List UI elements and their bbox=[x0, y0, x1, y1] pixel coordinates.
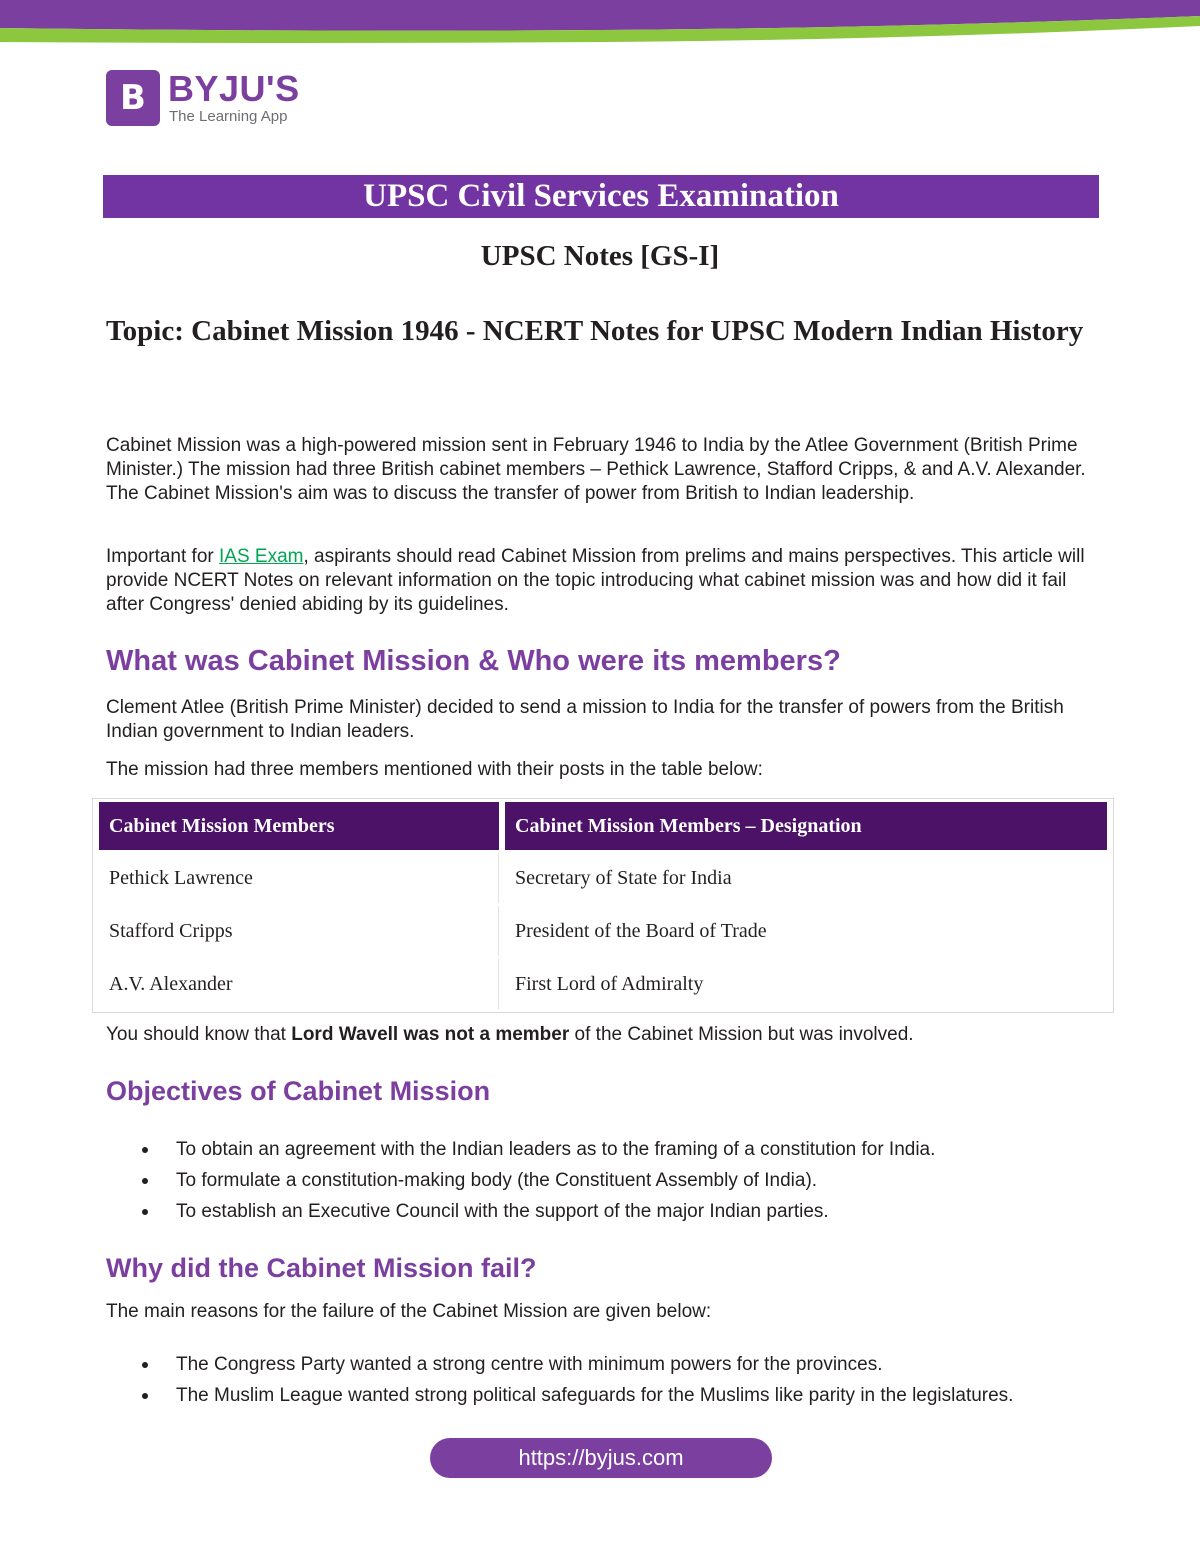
list-item-text: To formulate a constitution-making body (the Constituent Assembly of India). bbox=[176, 1170, 818, 1191]
table-cell-designation: Secretary of State for India bbox=[515, 866, 732, 889]
table-header-row bbox=[99, 802, 1107, 850]
list-item-text: To establish an Executive Council with the support of the major Indian parties. bbox=[176, 1201, 829, 1222]
table-header-members: Cabinet Mission Members bbox=[99, 802, 499, 850]
table-row bbox=[99, 959, 1107, 1009]
members-paragraph: Clement Atlee (British Prime Minister) decided to send a mission to India for the transfer of powers from the British Indian government to Indian leaders. bbox=[106, 697, 1064, 742]
table-cell-member: A.V. Alexander bbox=[99, 959, 499, 1009]
ias-exam-link[interactable]: IAS Exam bbox=[219, 546, 304, 567]
topic-heading: Topic: Cabinet Mission 1946 - NCERT Notes for UPSC Modern Indian History bbox=[106, 315, 1084, 347]
top-decorative-band bbox=[0, 0, 1200, 44]
table-cell-member: Pethick Lawrence bbox=[99, 853, 499, 903]
table-header-designation: Cabinet Mission Members – Designation bbox=[505, 802, 1107, 850]
bullet-icon bbox=[142, 1393, 148, 1399]
section-heading-members: What was Cabinet Mission & Who were its members? bbox=[106, 645, 841, 677]
logo-tagline: The Learning App bbox=[169, 108, 288, 125]
wavell-note bbox=[106, 1023, 1106, 1047]
footer-url-link[interactable]: https://byjus.com bbox=[430, 1438, 772, 1478]
table-cell-designation: President of the Board of Trade bbox=[515, 919, 767, 942]
bullet-icon bbox=[142, 1178, 148, 1184]
byjus-logo bbox=[106, 70, 316, 130]
logo-mark-letter: B bbox=[120, 78, 146, 118]
important-prefix: Important for bbox=[106, 546, 219, 567]
table-row bbox=[99, 906, 1107, 956]
bullet-icon bbox=[142, 1362, 148, 1368]
list-item-text: The Congress Party wanted a strong centre with minimum powers for the provinces. bbox=[176, 1354, 883, 1375]
list-item bbox=[106, 1349, 1106, 1380]
logo-wordmark: BYJU'S bbox=[168, 68, 300, 109]
table-row bbox=[99, 853, 1107, 903]
list-item bbox=[106, 1165, 1106, 1196]
notes-title: UPSC Notes [GS-I] bbox=[480, 240, 720, 272]
intro-paragraph: Cabinet Mission was a high-powered mission sent in February 1946 to India by the Atlee Government (British Prime Minister.) The mission had three British cabinet members – Pethick Lawrence, Stafford Cripps, & and A.V. Alexander. The Cabinet Mission's aim was to discuss the transfer of power from British to Indian leadership. bbox=[106, 435, 1086, 504]
exam-banner: UPSC Civil Services Examination bbox=[103, 175, 1099, 218]
objectives-list bbox=[106, 1134, 1106, 1227]
note-bold: Lord Wavell was not a member bbox=[291, 1024, 570, 1045]
table-intro-paragraph: The mission had three members mentioned with their posts in the table below: bbox=[106, 759, 763, 780]
list-item bbox=[106, 1196, 1106, 1227]
failure-list bbox=[106, 1349, 1106, 1411]
section-heading-objectives: Objectives of Cabinet Mission bbox=[106, 1076, 491, 1106]
list-item bbox=[106, 1134, 1106, 1165]
section-heading-failure: Why did the Cabinet Mission fail? bbox=[106, 1253, 537, 1283]
note-prefix: You should know that bbox=[106, 1024, 292, 1045]
table-cell-member: Stafford Cripps bbox=[99, 906, 499, 956]
important-paragraph bbox=[106, 545, 1106, 617]
important-rest: , aspirants should read Cabinet Mission from prelims and mains perspectives. This article will provide NCERT Notes on relevant information on the topic introducing what cabinet mission was and how did it fail after Congress' denied abiding by its guidelines. bbox=[106, 546, 1085, 615]
list-item bbox=[106, 1380, 1106, 1411]
bullet-icon bbox=[142, 1147, 148, 1153]
table-cell-designation: First Lord of Admiralty bbox=[515, 972, 704, 995]
members-table bbox=[92, 798, 1114, 1013]
list-item-text: To obtain an agreement with the Indian leaders as to the framing of a constitution for India. bbox=[176, 1139, 936, 1160]
note-suffix: of the Cabinet Mission but was involved. bbox=[569, 1024, 914, 1045]
list-item-text: The Muslim League wanted strong political safeguards for the Muslims like parity in the legislatures. bbox=[176, 1385, 1014, 1406]
bullet-icon bbox=[142, 1209, 148, 1215]
failure-intro: The main reasons for the failure of the Cabinet Mission are given below: bbox=[106, 1301, 712, 1322]
